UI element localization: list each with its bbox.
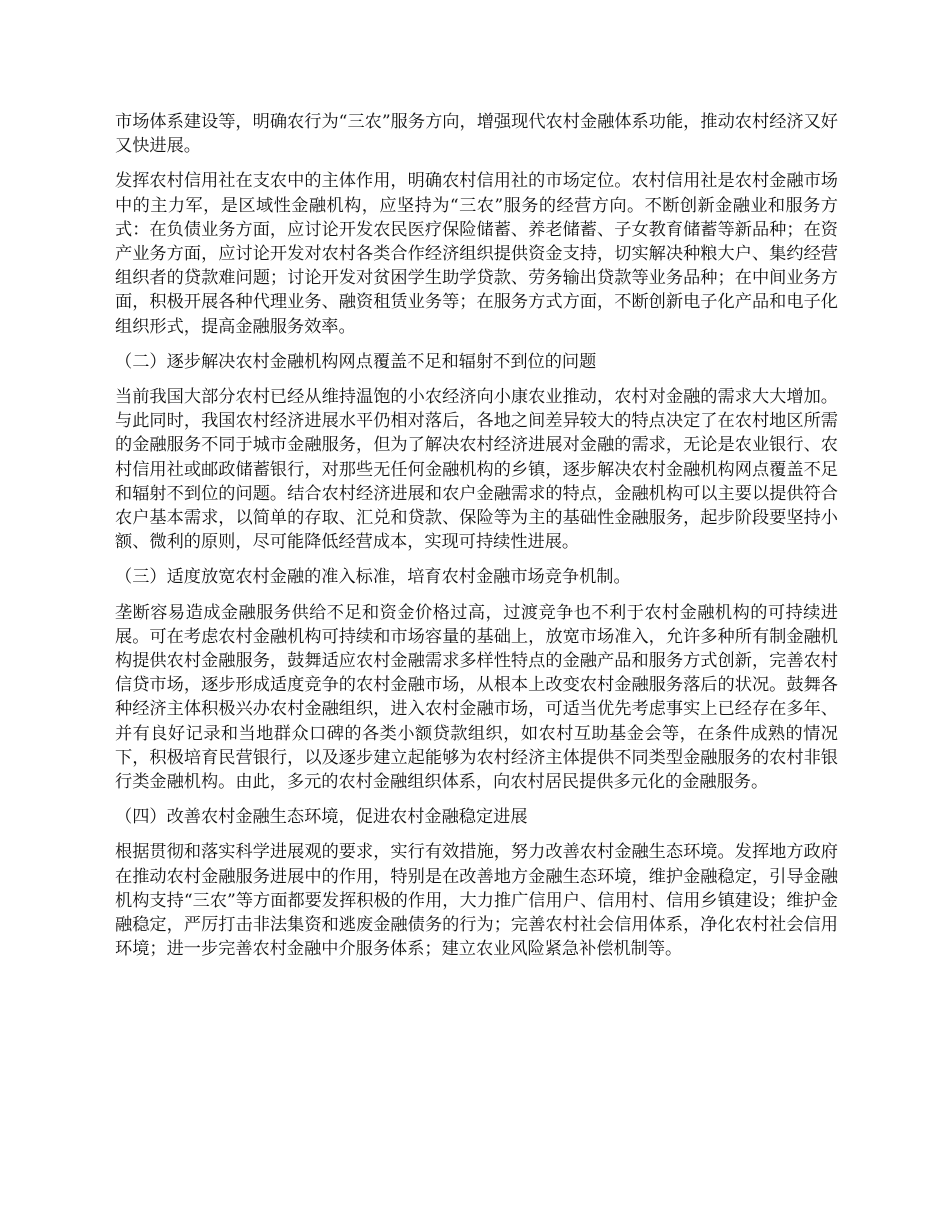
document-body: [115, 110, 838, 973]
paragraph-financial-ecology: 根据贯彻和落实科学进展观的要求，实行有效措施，努力改善农村金融生态环境。发挥地方政府在推动农村金融服务进展中的作用，特别是在改善地方金融生态环境，维护金融稳定，引导金融机构支持“三农”等方面都要发挥积极的作用，大力推广信用户、信用村、信用乡镇建设；维护金融稳定，严厉打击非法集资和逃废金融债务的行为；完善农村社会信用体系，净化农村社会信用环境；进一步完善农村金融中介服务体系；建立农业风险紧急补偿机制等。: [115, 842, 838, 960]
paragraph-credit-cooperatives: 发挥农村信用社在支农中的主体作用，明确农村信用社的市场定位。农村信用社是农村金融市场中的主力军，是区域性金融机构，应坚持为“三农”服务的经营方向。不断创新金融业和服务方式：在负债业务方面，应讨论开发农民医疗保险储蓄、养老储蓄、子女教育储蓄等新品种；在资产业务方面，应讨论开发对农村各类合作经济组织提供资金支持，切实解决种粮大户、集约经营组织者的贷款难问题；讨论开发对贫困学生助学贷款、劳务输出贷款等业务品种；在中间业务方面，积极开展各种代理业务、融资租赁业务等；在服务方式方面，不断创新电子化产品和电子化组织形式，提高金融服务效率。: [115, 171, 838, 337]
section-heading-3: （三）适度放宽农村金融的准入标准，培育农村金融市场竞争机制。: [115, 567, 631, 588]
paragraph-intro: 市场体系建设等，明确农行为“三农”服务方向，增强现代农村金融体系功能，推动农村经济又好又快进展。: [115, 112, 838, 157]
paragraph-network-coverage: 当前我国大部分农村已经从维持温饱的小农经济向小康农业推动，农村对金融的需求大大增加。与此同时，我国农村经济进展水平仍相对落后，各地之间差异较大的特点决定了在农村地区所需的金融服务不同于城市金融服务，但为了解决农村经济进展对金融的需求，无论是农业银行、农村信用社或邮政储蓄银行，对那些无任何金融机构的乡镇，逐步解决农村金融机构网点覆盖不足和辐射不到位的问题。结合农村经济进展和农户金融需求的特点，金融机构可以主要以提供符合农户基本需求，以简单的存取、汇兑和贷款、保险等为主的基础性金融服务，起步阶段要坚持小额、微利的原则，尽可能降低经营成本，实现可持续性进展。: [115, 387, 838, 553]
paragraph-market-access: 垄断容易造成金融服务供给不足和资金价格过高，过渡竞争也不利于农村金融机构的可持续进展。可在考虑农村金融机构可持续和市场容量的基础上，放宽市场准入，允许多种所有制金融机构提供农村金融服务，鼓舞适应农村金融需求多样性特点的金融产品和服务方式创新，完善农村信贷市场，逐步形成适度竞争的农村金融市场，从根本上改变农村金融服务落后的状况。鼓舞各种经济主体积极兴办农村金融组织，进入农村金融市场，可适当优先考虑事实上已经存在多年、并有良好记录和当地群众口碑的各类小额贷款组织，如农村互助基金会等，在条件成熟的情况下，积极培育民营银行，以及逐步建立起能够为农村经济主体提供不同类型金融服务的农村非银行类金融机构。由此，多元的农村金融组织体系，向农村居民提供多元化的金融服务。: [115, 602, 838, 793]
section-heading-4: （四）改善农村金融生态环境，促进农村金融稳定进展: [115, 807, 528, 828]
section-heading-2: （二）逐步解决农村金融机构网点覆盖不足和辐射不到位的问题: [115, 351, 597, 372]
